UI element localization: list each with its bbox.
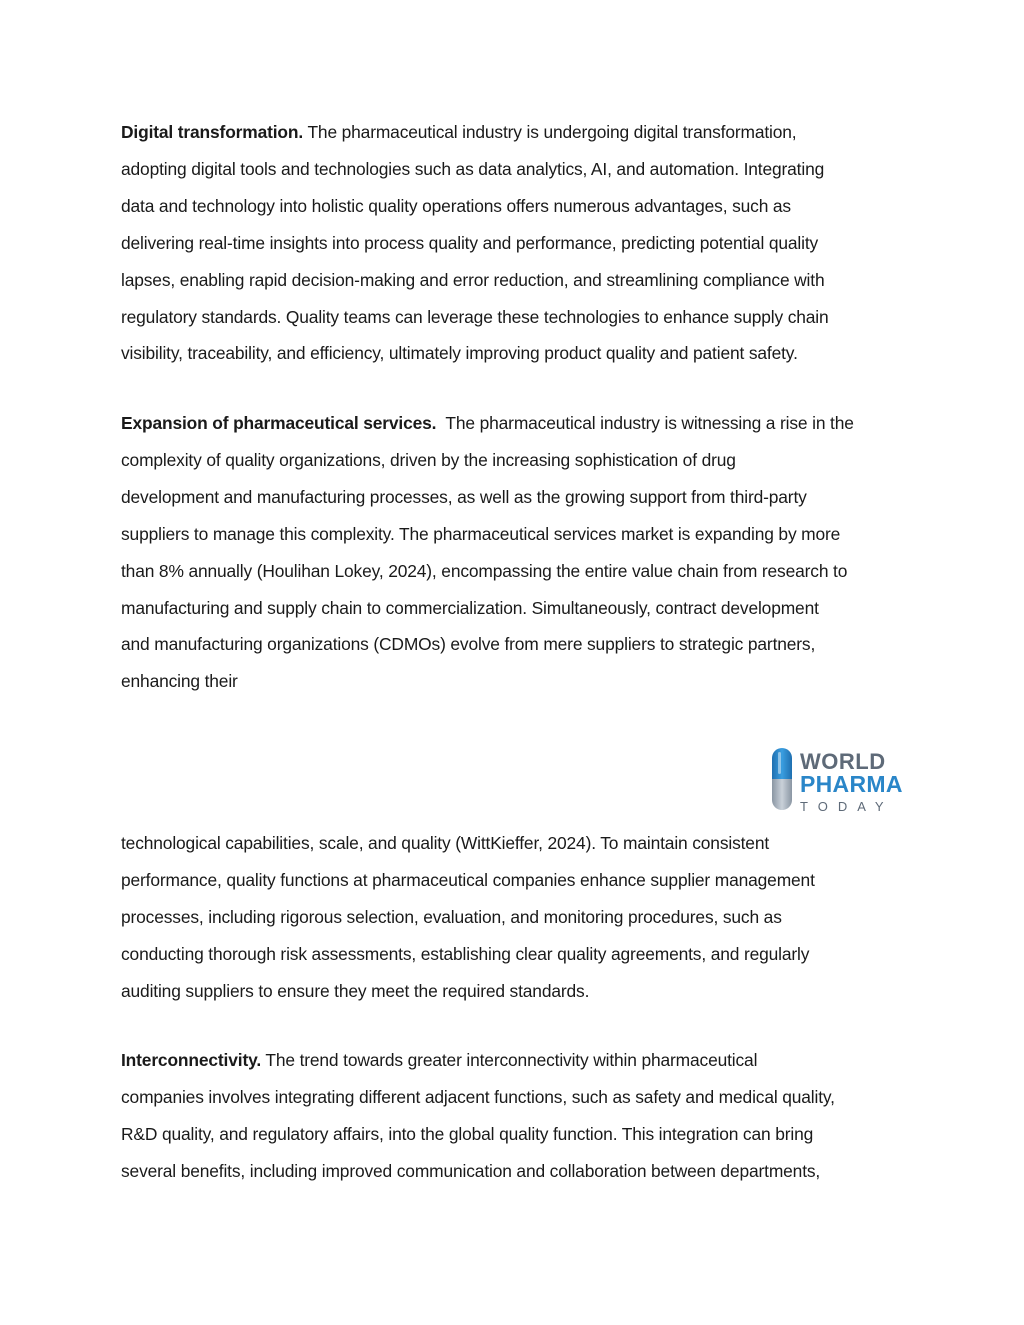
line-text: The trend towards greater interconnectivity within pharmaceutical <box>261 1050 758 1070</box>
paragraph-line: conducting thorough risk assessments, establishing clear quality agreements, and regularly <box>121 943 810 964</box>
world-pharma-today-logo <box>770 746 902 818</box>
paragraph-line: complexity of quality organizations, driven by the increasing sophistication of drug <box>121 449 736 470</box>
paragraph-line: regulatory standards. Quality teams can leverage these technologies to enhance supply chain <box>121 306 829 327</box>
paragraph-line <box>121 405 911 442</box>
paragraph-line: lapses, enabling rapid decision-making and error reduction, and streamlining compliance with <box>121 269 825 290</box>
paragraph-line: and manufacturing organizations (CDMOs) evolve from mere suppliers to strategic partners, <box>121 634 816 655</box>
paragraph-line: delivering real-time insights into process quality and performance, predicting potential quality <box>121 232 819 253</box>
paragraph-line: manufacturing and supply chain to commercialization. Simultaneously, contract development <box>121 597 819 618</box>
paragraph-line: technological capabilities, scale, and quality (WittKieffer, 2024). To maintain consistent <box>121 833 770 853</box>
paragraph-interconnectivity <box>121 1042 911 1190</box>
paragraph-expansion-services <box>121 405 911 700</box>
paragraph-line: than 8% annually (Houlihan Lokey, 2024), encompassing the entire value chain from research to <box>121 560 848 581</box>
capsule-icon <box>770 746 794 812</box>
paragraph-line: adopting digital tools and technologies such as data analytics, AI, and automation. Integrating <box>121 158 825 179</box>
line-text: The pharmaceutical industry is undergoing digital transformation, <box>303 122 797 142</box>
logo-word-world: WORLD <box>800 749 886 774</box>
paragraph-lead: Expansion of pharmaceutical services. <box>121 413 437 433</box>
paragraph-line: several benefits, including improved communication and collaboration between departments, <box>121 1160 821 1181</box>
paragraph-line: suppliers to manage this complexity. The pharmaceutical services market is expanding by more <box>121 523 841 544</box>
paragraph-line: companies involves integrating different adjacent functions, such as safety and medical quality, <box>121 1086 835 1107</box>
paragraph-supplier-management <box>121 825 911 1010</box>
paragraph-digital-transformation <box>121 114 911 372</box>
paragraph-lead: Digital transformation. <box>121 122 304 142</box>
line-text: The pharmaceutical industry is witnessing a rise in the <box>436 413 854 433</box>
paragraph-line: data and technology into holistic quality operations offers numerous advantages, such as <box>121 195 791 216</box>
logo-word-pharma: PHARMA <box>800 771 903 797</box>
paragraph-line <box>121 1042 911 1079</box>
paragraph-line: auditing suppliers to ensure they meet the required standards. <box>121 980 590 1001</box>
paragraph-line: development and manufacturing processes, as well as the growing support from third-party <box>121 486 807 507</box>
paragraph-line: enhancing their <box>121 671 238 692</box>
logo-word-today: TODAY <box>800 799 894 814</box>
paragraph-line: visibility, traceability, and efficiency, ultimately improving product quality and patient safety. <box>121 343 798 364</box>
paragraph-lead: Interconnectivity. <box>121 1050 261 1070</box>
paragraph-line: R&D quality, and regulatory affairs, into the global quality function. This integration can bring <box>121 1123 814 1144</box>
paragraph-line <box>121 114 911 151</box>
paragraph-line: performance, quality functions at pharmaceutical companies enhance supplier management <box>121 869 815 890</box>
paragraph-line: processes, including rigorous selection, evaluation, and monitoring procedures, such as <box>121 906 782 927</box>
